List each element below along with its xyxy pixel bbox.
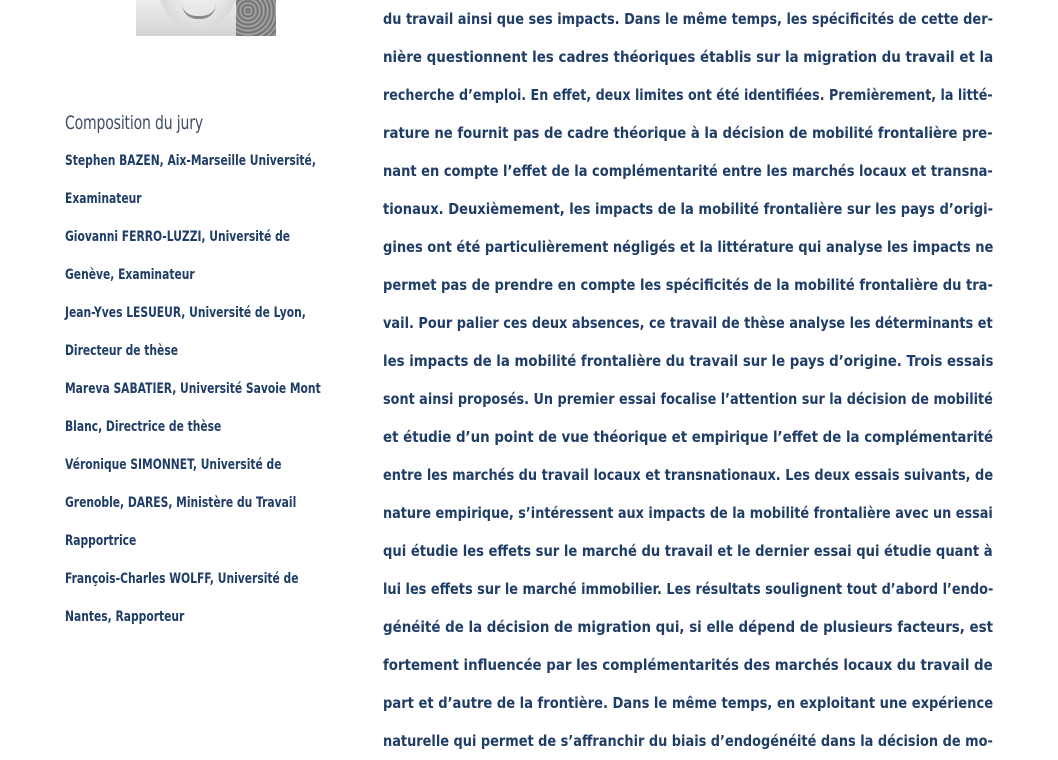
jury-line: Genève, Examinateur [65, 267, 195, 283]
abstract-line-text: vail. Pour palier ces deux absences, ce travail de thèse analyse les déterminants et [383, 314, 993, 332]
jury-line: Grenoble, DARES, Ministère du Travail [65, 495, 297, 511]
abstract-line [383, 684, 993, 722]
jury-line: Rapportrice [65, 533, 137, 549]
abstract-line [383, 114, 993, 152]
abstract-line [383, 608, 993, 646]
jury-line: Giovanni FERRO-LUZZI, Université de [65, 229, 291, 245]
abstract-line-text: part et d’autre de la frontière. Dans le même temps, en exploitant une expérience [383, 694, 994, 712]
abstract-line-text: du travail ainsi que ses impacts. Dans le même temps, les spécificités de cette der- [383, 10, 993, 28]
abstract-line-text: permet pas de prendre en compte les spécificités de la mobilité frontalière du tra- [383, 276, 993, 294]
jury-title: Composition du jury [65, 112, 203, 134]
abstract-line-text: généité de la décision de migration qui, si elle dépend de plusieurs facteurs, est [383, 618, 994, 636]
abstract-line [383, 570, 993, 608]
abstract-line-text: fortement influencée par les complémentarités des marchés locaux du travail de [383, 656, 993, 674]
jury-line: Stephen BAZEN, Aix-Marseille Université, [65, 153, 316, 169]
abstract-line-text: nant en compte l’effet de la complémentarité entre les marchés locaux et transna- [383, 162, 993, 180]
jury-list [65, 142, 355, 636]
abstract-line [383, 0, 993, 38]
abstract-line-text: qui étudie les effets sur le marché du travail et le dernier essai qui étudie quant à [383, 542, 993, 560]
abstract-line-text: les impacts de la mobilité frontalière du travail sur le pays d’origine. Trois essais [383, 352, 994, 370]
abstract-line [383, 342, 993, 380]
jury-line: François-Charles WOLFF, Université de [65, 571, 299, 587]
abstract-line-text: rature ne fournit pas de cadre théorique à la décision de mobilité frontalière pre- [383, 124, 993, 142]
abstract-line [383, 418, 993, 456]
abstract-line-text: lui les effets sur le marché immobilier. Les résultats soulignent tout d’abord l’endo- [383, 580, 994, 598]
abstract-line [383, 456, 993, 494]
abstract-line-text: et étudie d’un point de vue théorique et empirique l’effet de la complémentarité [383, 428, 994, 446]
abstract-line [383, 228, 993, 266]
abstract-line-text: sont ainsi proposés. Un premier essai focalise l’attention sur la décision de mobilité [383, 390, 993, 408]
abstract-line [383, 646, 993, 684]
jury-line: Blanc, Directrice de thèse [65, 419, 222, 435]
abstract-line-text: nature empirique, s’intéressent aux impacts de la mobilité frontalière avec un essai [383, 504, 993, 522]
jury-line: Directeur de thèse [65, 343, 179, 359]
abstract-line [383, 152, 993, 190]
abstract-line-text: entre les marchés du travail locaux et transnationaux. Les deux essais suivants, de [383, 466, 994, 484]
abstract-line-text: recherche d’emploi. En effet, deux limites ont été identifiées. Premièrement, la litté- [383, 86, 993, 104]
abstract-line [383, 76, 993, 114]
abstract-line [383, 190, 993, 228]
abstract-line [383, 722, 993, 760]
jury-line: Mareva SABATIER, Université Savoie Mont [65, 381, 321, 397]
jury-line: Examinateur [65, 191, 142, 207]
portrait-photo [136, 0, 276, 36]
hair-shape [236, 0, 276, 36]
abstract-line [383, 380, 993, 418]
abstract-line [383, 494, 993, 532]
jury-section [65, 108, 355, 636]
abstract-line [383, 532, 993, 570]
abstract-text [383, 0, 993, 760]
abstract-line-text: gines ont été particulièrement négligés et la littérature qui analyse les impacts ne [383, 238, 994, 256]
abstract-line-text: tionaux. Deuxièmement, les impacts de la mobilité frontalière sur les pays d’origi- [383, 200, 994, 218]
jury-line: Nantes, Rapporteur [65, 609, 185, 625]
abstract-line-text: nière questionnent les cadres théoriques établis sur la migration du travail et la [383, 48, 994, 66]
abstract-line [383, 266, 993, 304]
abstract-line-text: naturelle qui permet de s’affranchir du biais d’endogénéité dans la décision de mo- [383, 732, 993, 750]
jury-line: Jean-Yves LESUEUR, Université de Lyon, [65, 305, 306, 321]
abstract-line [383, 38, 993, 76]
abstract-line [383, 304, 993, 342]
jury-line: Véronique SIMONNET, Université de [65, 457, 282, 473]
